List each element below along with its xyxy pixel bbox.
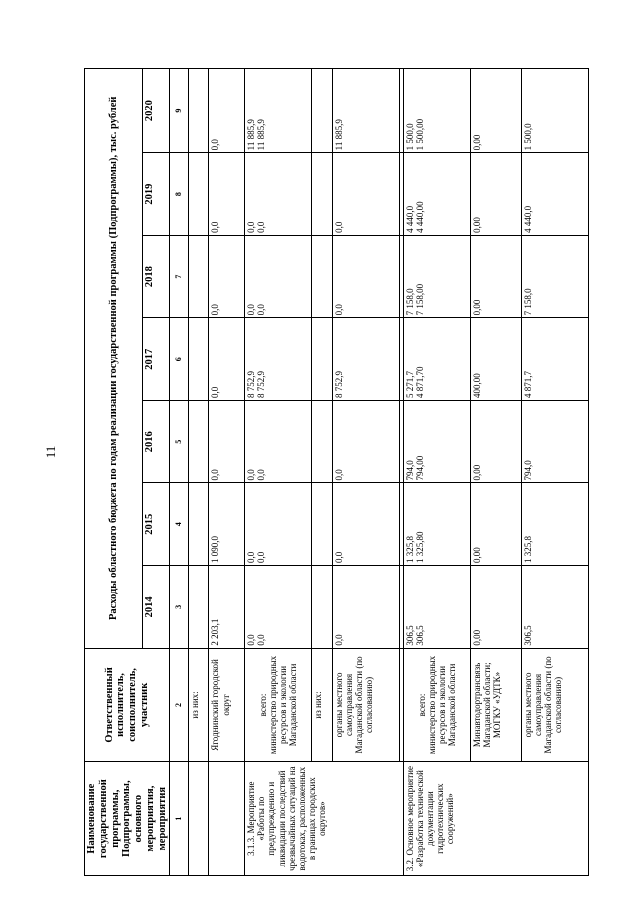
value-cell bbox=[403, 566, 470, 649]
header-year: 2018 bbox=[142, 235, 169, 318]
value-ministry: 0,0 bbox=[256, 634, 267, 646]
header-year: 2017 bbox=[142, 318, 169, 401]
value-cell: 0,00 bbox=[470, 235, 521, 318]
activity-3-1-3-name: 3.1.3. Мероприятие «Работы по предупреждению и ликвидации последствий чрезвычайных ситуаций на водотоках, расположенных в границах городских округов» bbox=[245, 762, 403, 876]
value-cell: 2 203,1 bbox=[209, 566, 245, 649]
value-cell bbox=[312, 153, 332, 236]
value-total: 4 440,0 bbox=[404, 205, 415, 233]
value-cell bbox=[312, 400, 332, 483]
executor-ministry-label: министерство природных ресурсов и экологии Магаданской области bbox=[268, 655, 299, 755]
value-ministry: 794,00 bbox=[414, 455, 425, 481]
value-total: 7 158,0 bbox=[404, 288, 415, 316]
value-cell bbox=[245, 483, 312, 566]
value-cell bbox=[245, 69, 312, 153]
name-cell bbox=[189, 762, 209, 876]
value-cell bbox=[189, 153, 209, 236]
value-cell: 11 885,9 bbox=[332, 69, 399, 153]
value-cell bbox=[312, 483, 332, 566]
value-cell: 4 440,0 bbox=[522, 153, 589, 236]
page-number: 11 bbox=[43, 445, 58, 459]
table-row bbox=[312, 69, 332, 876]
value-cell bbox=[245, 400, 312, 483]
value-cell bbox=[245, 566, 312, 649]
value-total: 0,0 bbox=[246, 634, 257, 646]
value-cell: 7 158,0 bbox=[522, 235, 589, 318]
value-cell bbox=[189, 483, 209, 566]
value-total: 1 325,8 bbox=[404, 536, 415, 564]
value-cell: 0,00 bbox=[470, 400, 521, 483]
table-row bbox=[522, 69, 589, 876]
value-ministry: 7 158,00 bbox=[414, 283, 425, 316]
name-cell bbox=[209, 762, 245, 876]
executor-total-label: всего: bbox=[258, 693, 269, 717]
value-cell bbox=[189, 235, 209, 318]
column-index: 3 bbox=[170, 566, 189, 649]
executor-cell bbox=[403, 648, 470, 762]
value-cell bbox=[403, 235, 470, 318]
value-cell bbox=[312, 235, 332, 318]
executor-cell: Ягоднинский городской округ bbox=[209, 648, 245, 762]
value-cell: 1 090,0 bbox=[209, 483, 245, 566]
value-ministry: 1 325,80 bbox=[414, 531, 425, 564]
value-ministry: 0,0 bbox=[256, 551, 267, 564]
value-total: 306,5 bbox=[404, 625, 415, 646]
value-cell bbox=[189, 318, 209, 401]
value-cell: 0,00 bbox=[470, 566, 521, 649]
value-cell: 0,0 bbox=[332, 483, 399, 566]
executor-cell: из них: bbox=[189, 648, 209, 762]
value-cell bbox=[312, 566, 332, 649]
main-activity-3-2-name: 3.2. Основное мероприятие «Разработка технической документации гидротехнических сооружений» bbox=[403, 762, 589, 876]
table-row bbox=[403, 69, 470, 876]
value-cell: 400,00 bbox=[470, 318, 521, 401]
value-cell: 1 500,0 bbox=[522, 69, 589, 153]
header-year: 2014 bbox=[142, 566, 169, 649]
value-total: 0,0 bbox=[246, 469, 257, 481]
value-total: 0,0 bbox=[246, 221, 257, 233]
header-year: 2020 bbox=[142, 69, 169, 153]
value-total: 0,0 bbox=[246, 304, 257, 316]
value-cell bbox=[189, 400, 209, 483]
value-cell: 306,5 bbox=[522, 566, 589, 649]
value-total: 8 752,9 bbox=[246, 370, 257, 398]
value-cell: 0,0 bbox=[332, 566, 399, 649]
column-index: 5 bbox=[170, 400, 189, 483]
value-cell: 794,0 bbox=[522, 400, 589, 483]
value-cell bbox=[312, 318, 332, 401]
value-cell bbox=[403, 400, 470, 483]
executor-total-label: всего: bbox=[416, 693, 427, 717]
value-total: 0,0 bbox=[246, 551, 257, 564]
column-index: 8 bbox=[170, 153, 189, 236]
column-index: 7 bbox=[170, 235, 189, 318]
executor-cell: Минавтодортрансвязь Магаданской области; МОГКУ «УДТК» bbox=[470, 648, 521, 762]
value-cell: 0,0 bbox=[209, 235, 245, 318]
value-cell: 0,0 bbox=[332, 235, 399, 318]
value-cell: 0,0 bbox=[332, 153, 399, 236]
value-cell: 0,00 bbox=[470, 69, 521, 153]
header-name: Наименование государственной программы, Подпрограммы, основного мероприятия, мероприятия bbox=[85, 762, 170, 876]
value-cell: 4 871,7 bbox=[522, 318, 589, 401]
column-index: 6 bbox=[170, 318, 189, 401]
value-total: 5 271,7 bbox=[404, 370, 415, 398]
executor-cell bbox=[245, 648, 312, 762]
table-row bbox=[209, 69, 245, 876]
header-year: 2019 bbox=[142, 153, 169, 236]
value-cell: 8 752,9 bbox=[332, 318, 399, 401]
header-year: 2015 bbox=[142, 483, 169, 566]
table-row bbox=[332, 69, 399, 876]
value-cell: 0,0 bbox=[209, 400, 245, 483]
value-ministry: 4 440,00 bbox=[414, 201, 425, 233]
value-ministry: 0,0 bbox=[256, 469, 267, 481]
value-total: 794,0 bbox=[404, 460, 415, 481]
executor-cell: из них: bbox=[312, 648, 332, 762]
value-ministry: 1 500,00 bbox=[414, 118, 425, 151]
value-cell: 0,0 bbox=[332, 400, 399, 483]
value-cell bbox=[403, 153, 470, 236]
value-total: 1 500,0 bbox=[404, 123, 415, 151]
column-index: 4 bbox=[170, 483, 189, 566]
value-ministry: 0,0 bbox=[256, 304, 267, 316]
value-cell bbox=[403, 69, 470, 153]
value-cell bbox=[245, 235, 312, 318]
header-year: 2016 bbox=[142, 400, 169, 483]
value-cell: 0,00 bbox=[470, 153, 521, 236]
value-cell bbox=[245, 153, 312, 236]
value-cell: 0,00 bbox=[470, 483, 521, 566]
value-cell: 0,0 bbox=[209, 153, 245, 236]
value-cell bbox=[245, 318, 312, 401]
value-ministry: 11 885,9 bbox=[256, 119, 267, 151]
value-cell bbox=[312, 69, 332, 153]
value-cell bbox=[403, 483, 470, 566]
value-ministry: 4 871,70 bbox=[414, 366, 425, 398]
column-index: 1 bbox=[170, 762, 189, 876]
executor-cell: органы местного самоуправления Магаданской области (по согласованию) bbox=[522, 648, 589, 762]
value-total: 11 885,9 bbox=[246, 119, 257, 151]
budget-table bbox=[84, 68, 589, 876]
rotated-table-container bbox=[84, 68, 564, 876]
value-ministry: 8 752,9 bbox=[256, 370, 267, 398]
value-cell: 0,0 bbox=[209, 318, 245, 401]
column-index: 9 bbox=[170, 69, 189, 153]
executor-cell: органы местного самоуправления Магаданской области (по согласованию) bbox=[332, 648, 399, 762]
table-row bbox=[470, 69, 521, 876]
value-ministry: 0,0 bbox=[256, 221, 267, 233]
value-cell: 1 325,8 bbox=[522, 483, 589, 566]
executor-ministry-label: министерство природных ресурсов и экологии Магаданской области bbox=[426, 655, 457, 755]
table-row bbox=[245, 69, 312, 876]
value-cell: 0,0 bbox=[209, 69, 245, 153]
value-cell bbox=[403, 318, 470, 401]
column-index: 2 bbox=[170, 648, 189, 762]
table-row bbox=[189, 69, 209, 876]
header-executor: Ответственный исполнитель, соисполнитель, участник bbox=[85, 648, 170, 762]
value-ministry: 306,5 bbox=[414, 625, 425, 646]
header-expenses: Расходы областного бюджета по годам реализации государственной программы (Подпрограммы), тыс. рублей bbox=[85, 69, 143, 649]
value-cell bbox=[189, 566, 209, 649]
value-cell bbox=[189, 69, 209, 153]
